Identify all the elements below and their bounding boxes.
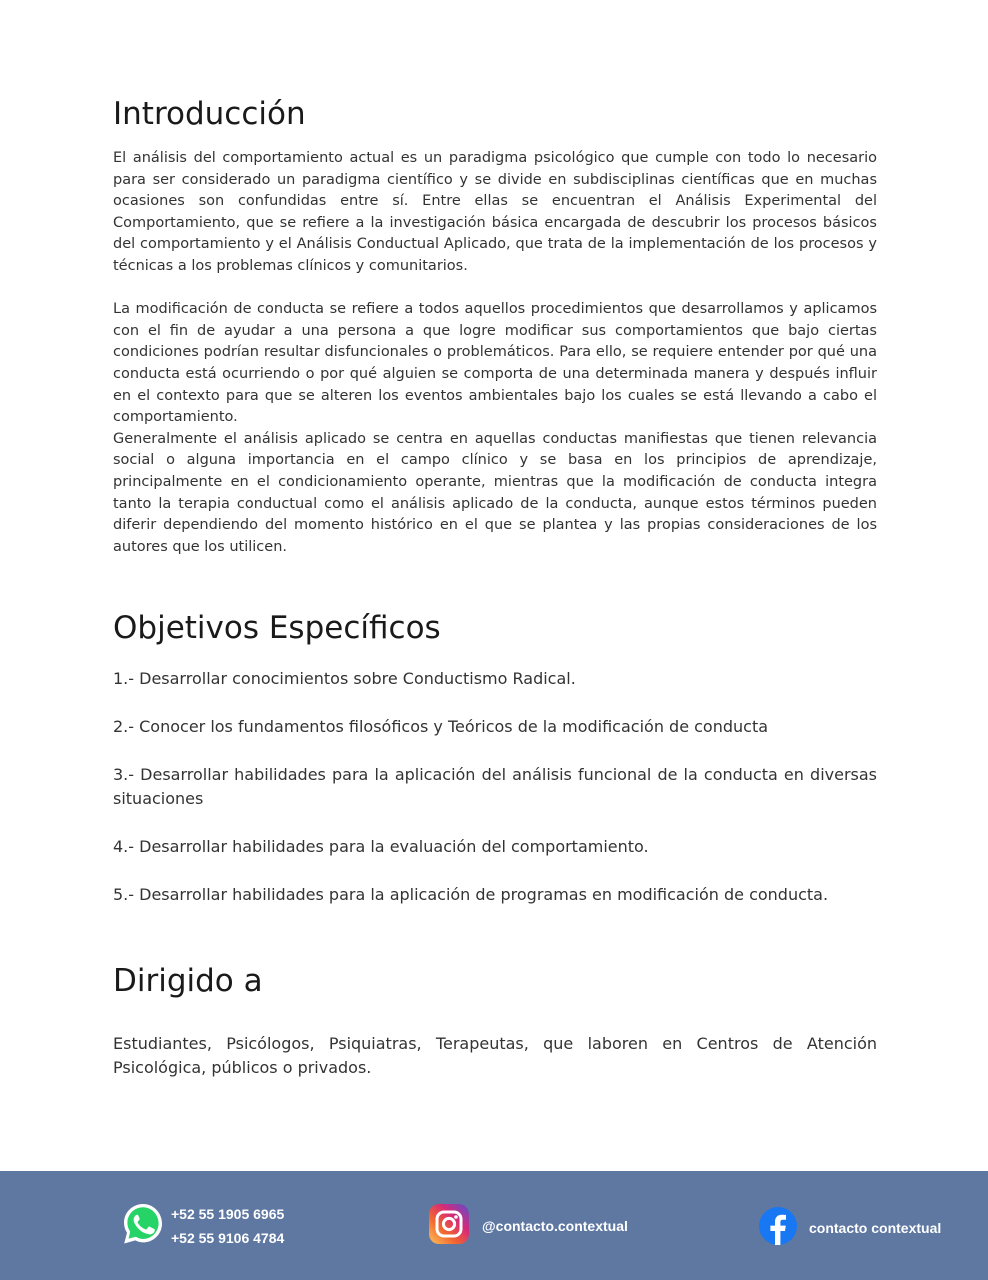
instagram-contact[interactable] [428,1203,628,1249]
objective-item: 1.- Desarrollar conocimientos sobre Conductismo Radical. [113,669,576,688]
objectives-list [113,667,877,931]
objective-item: 3.- Desarrollar habilidades para la aplicación del análisis funcional de la conducta en diversas situaciones [113,765,877,808]
introduction-title: Introducción [113,96,306,132]
instagram-icon [428,1203,470,1249]
contact-footer [0,1171,988,1280]
facebook-icon [758,1206,798,1250]
whatsapp-contact[interactable] [121,1201,284,1251]
introduction-body [113,148,877,558]
objective-item: 2.- Conocer los fundamentos filosóficos y Teóricos de la modificación de conducta [113,717,769,736]
facebook-name[interactable]: contacto contextual [809,1220,942,1236]
audience-text: Estudiantes, Psicólogos, Psiquiatras, Terapeutas, que laboren en Centros de Atención Psicológica, públicos o privados. [113,1034,877,1077]
objectives-title: Objetivos Específicos [113,610,441,646]
objective-item: 5.- Desarrollar habilidades para la aplicación de programas en modificación de conducta. [113,885,829,904]
objective-item: 4.- Desarrollar habilidades para la evaluación del comportamiento. [113,837,649,856]
audience-title: Dirigido a [113,963,263,999]
phone-number-1[interactable]: +52 55 1905 6965 [171,1206,285,1222]
introduction-paragraph-3: Generalmente el análisis aplicado se centra en aquellas conductas manifiestas que tienen relevancia social o alguna importancia en el campo clínico y se basa en los principios de aprendizaje, principalmente en el condicionamiento operante, mientras que la modificación de conducta integra tanto la terapia conductual como el análisis aplicado de la conducta, aunque estos términos pueden diferir dependiendo del momento histórico en el que se plantea y las propias consideraciones de los autores que los utilicen. [113,430,877,555]
introduction-paragraph-1: El análisis del comportamiento actual es un paradigma psicológico que cumple con todo lo necesario para ser considerado un paradigma científico y se divide en subdisciplinas científicas que en muchas ocasiones son confundidas entre sí. Entre ellas se encuentran el Análisis Experimental del Comportamiento, que se refiere a la investigación básica encargada de descubrir los procesos básicos del comportamiento y el Análisis Conductual Aplicado, que trata de la implementación de los procesos y técnicas a los problemas clínicos y comunitarios. [113,150,877,274]
phone-number-2[interactable]: +52 55 9106 4784 [171,1230,285,1246]
whatsapp-phones [171,1202,284,1250]
instagram-handle[interactable]: @contacto.contextual [482,1218,628,1234]
whatsapp-icon [121,1201,165,1251]
introduction-paragraph-2: La modificación de conducta se refiere a todos aquellos procedimientos que desarrollamos y aplicamos con el fin de ayudar a una persona a que logre modificar sus comportamientos que bajo ciertas condiciones podrían resultar disfuncionales o problemáticos. Para ello, se requiere entender por qué una conducta está ocurriendo o por qué alguien se comporta de una determinada manera y después influir en el contexto para que se alteren los eventos ambientales bajo los cuales se está llevando a cabo el comportamiento. [113,301,877,426]
facebook-contact[interactable] [758,1206,941,1250]
